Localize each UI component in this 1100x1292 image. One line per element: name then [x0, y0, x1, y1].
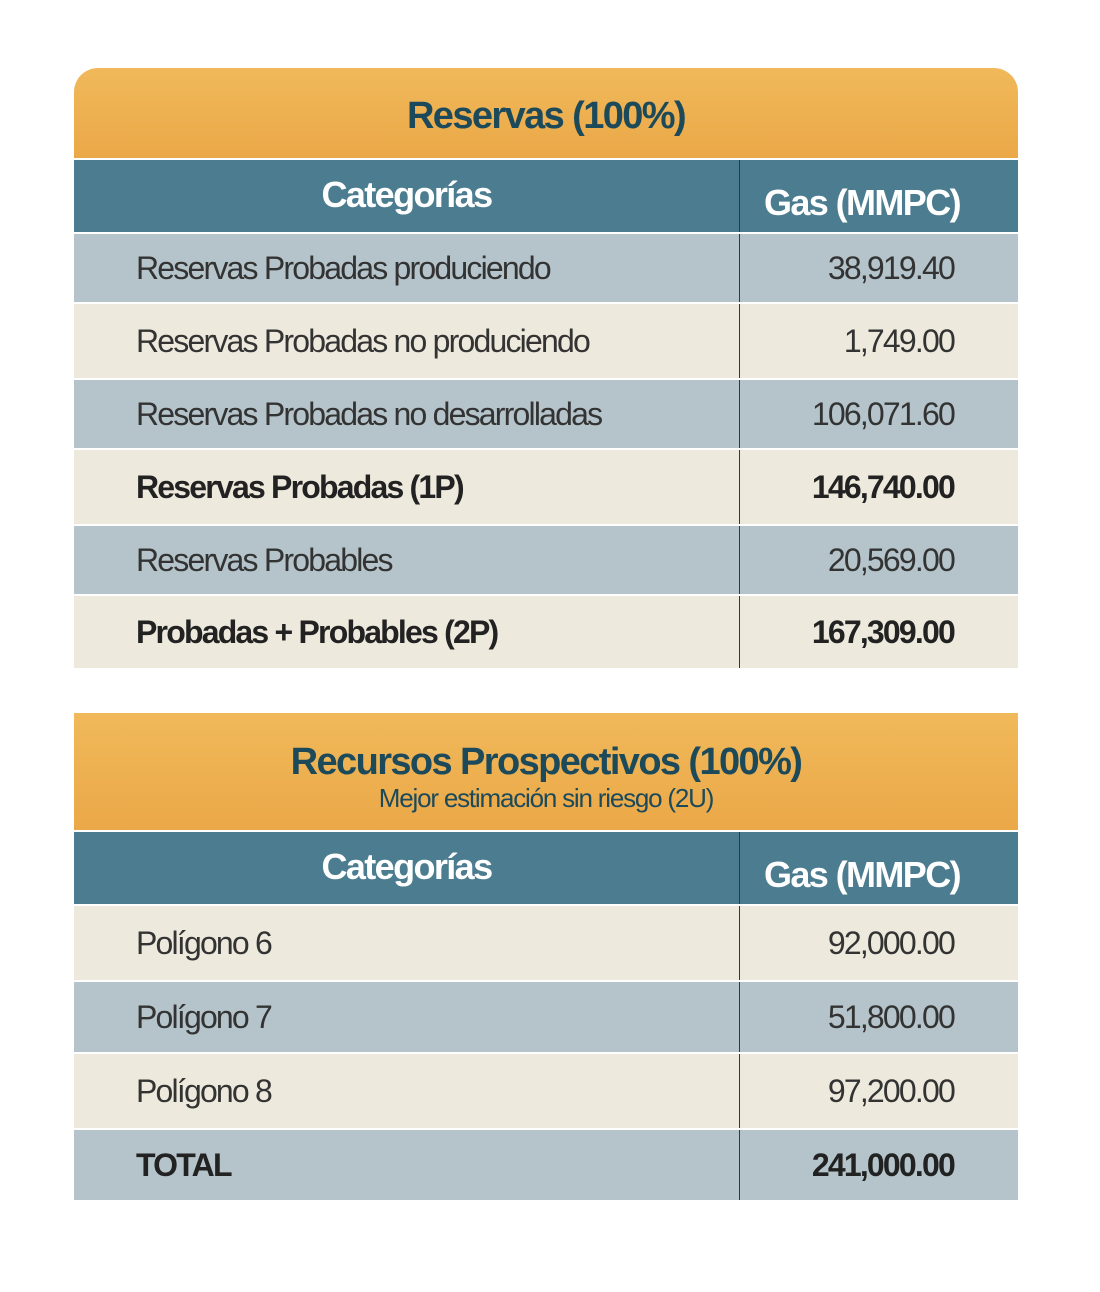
column-header-categorias: Categorías [74, 832, 740, 904]
table-row-subtotal [74, 594, 1018, 668]
column-header-gas: Gas (MMPC) [763, 182, 960, 223]
row-gas-value: 1,749.00 [843, 322, 954, 359]
reservas-header [74, 68, 1018, 158]
reservas-table [74, 68, 1018, 668]
column-header-gas: Gas (MMPC) [763, 854, 960, 895]
recursos-title: Recursos Prospectivos (100%) [290, 740, 802, 783]
row-category: Probadas + Probables (2P) [74, 596, 740, 668]
row-gas-value: 92,000.00 [827, 924, 954, 961]
row-category: Reservas Probadas produciendo [74, 234, 740, 302]
reservas-column-header [74, 158, 1018, 232]
table-row [74, 232, 1018, 302]
row-category: Reservas Probables [74, 526, 740, 594]
row-gas-value: 20,569.00 [827, 541, 954, 578]
row-gas-value: 146,740.00 [811, 468, 954, 505]
row-category: Polígono 7 [74, 982, 740, 1052]
reservas-title: Reservas (100%) [406, 95, 686, 137]
table-row-subtotal [74, 448, 1018, 524]
recursos-subtitle: Mejor estimación sin riesgo (2U) [378, 782, 714, 813]
row-category: Reservas Probadas no desarrolladas [74, 380, 740, 448]
row-gas-value: 106,071.60 [811, 395, 954, 432]
column-header-categorias: Categorías [74, 160, 740, 232]
row-gas-value: 51,800.00 [827, 998, 954, 1035]
row-gas-value: 38,919.40 [827, 249, 954, 286]
recursos-header [74, 713, 1018, 830]
table-row [74, 1052, 1018, 1128]
row-category: TOTAL [74, 1130, 740, 1200]
row-gas-value: 97,200.00 [827, 1072, 954, 1109]
row-category: Polígono 6 [74, 906, 740, 980]
table-row [74, 980, 1018, 1052]
table-row [74, 378, 1018, 448]
table-row [74, 524, 1018, 594]
table-row [74, 302, 1018, 378]
row-category: Polígono 8 [74, 1054, 740, 1128]
table-row-total [74, 1128, 1018, 1200]
recursos-column-header [74, 830, 1018, 904]
row-category: Reservas Probadas no produciendo [74, 304, 740, 378]
row-gas-value: 241,000.00 [811, 1146, 954, 1183]
row-gas-value: 167,309.00 [811, 613, 954, 650]
table-row [74, 904, 1018, 980]
recursos-prospectivos-table [74, 713, 1018, 1200]
row-category: Reservas Probadas (1P) [74, 450, 740, 524]
